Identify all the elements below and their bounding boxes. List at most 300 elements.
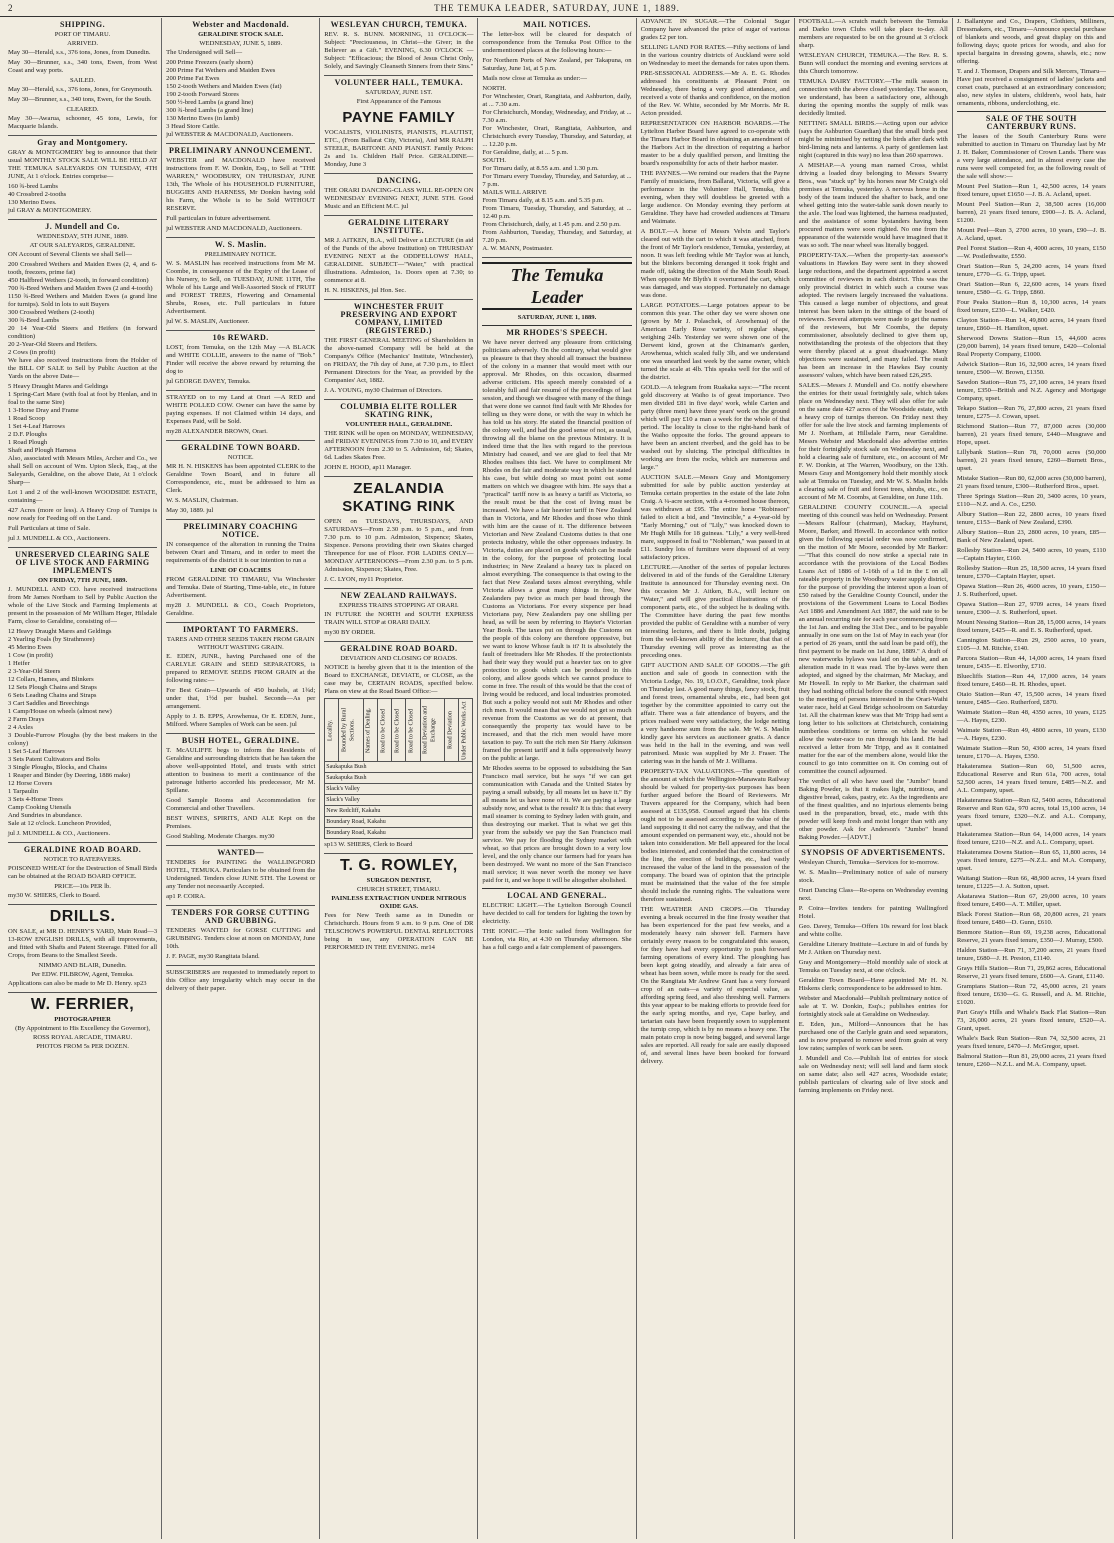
- table-header-row: [325, 699, 473, 762]
- run-sale-entry: Haldon Station—Run 71, 37,200 acres, 21 years fixed tenure, £680—J. H. Preston, £1140.: [956, 947, 1106, 962]
- table-row: [325, 828, 473, 839]
- list-item: 700 ¾-Bred Wethers and Maiden Ewes (2 and 4-tooth): [8, 285, 153, 292]
- advert-body: Applications can also be made to Mr D. Henry. sp23: [8, 980, 147, 987]
- advert-signature: jul WEBSTER AND MACDONALD, Auctioneers.: [166, 225, 302, 232]
- table-row: [325, 784, 473, 795]
- run-sale-entry: Hakateramea Station—Run 62, 5400 acres, Educational Reserve and Run 62a, 970 acres, total 15,100 acres, 14 years fixed tenure, £320—N.Z. and A.L. Company, upset.: [956, 797, 1106, 828]
- advert-body: WEBSTER and MACDONALD have received instructions from F. W. Donkin, Esq., to Sell at "THE WARREN," WOODBURY, ON THURSDAY, JUNE 13th, The Whole of his HOUSEHOLD FURNITURE, BUGGIES AND HARNESS, Mr Donkin having sold his Farm, the Whole is to be Sold WITHOUT RESERVE.: [166, 157, 316, 212]
- run-sale-entry: Peel Forest Station—Run 4, 4000 acres, 10 years, £150—W. Postlethwaite, £550.: [956, 245, 1106, 260]
- advert-signature: Per EDW. FILBROW, Agent, Temuka.: [31, 971, 134, 978]
- list-item: For Christchurch, Monday, Wednesday, and Friday, at ... 7.30 a.m.: [482, 109, 632, 124]
- shipping-entry: May 30—Herald, s.s., 376 tons, Jones, from Dunedin.: [8, 49, 151, 56]
- advert-date: WEDNESDAY, 5TH JUNE, 1889.: [36, 233, 129, 240]
- article-paragraph: The leases of the South Canterbury Runs were submitted to auction in Timaru on Thursday last by Mr J. H. Baker, Commissioner of Crown Lands. There was a very large attendance, and in almost every case the runs were well competed for, as the following result of the sale will show:—: [956, 133, 1106, 180]
- advert-heading: J. Mundell and Co.: [45, 222, 120, 231]
- advert: [166, 626, 315, 734]
- column-5: [637, 18, 795, 1539]
- table-row: [325, 762, 473, 773]
- list-item: 3 Head Store Cattle.: [166, 123, 220, 130]
- subheading: TARES AND OTHER SEEDS TAKEN FROM GRAIN WITHOUT WASTING GRAIN.: [166, 636, 315, 651]
- synopsis-item: E. Eden, jun., Milford—Announces that he has purchased one of the Carlyle grain and seed separators, and is now prepared to remove seed from grain at very low rates; samples of work can be seen.: [798, 1021, 948, 1052]
- list-item: 2 Yearling Foals (by Strathmore): [8, 636, 95, 643]
- run-sale-entry: Part Gray's Hills and Whale's Back Flat Station—Run 73, 26,000 acres, 21 years fixed tenure, £520—A. Grant, upset.: [956, 1009, 1106, 1032]
- table-row: [325, 817, 473, 828]
- advert-body: NOTICE is hereby given that it is the intention of the Board to EXCHANGE, DEVIATE, or CLOSE, as the case may be, CERTAIN ROADS, specified below. Plans on view at the Road Board Office:—: [324, 664, 474, 695]
- advert: [166, 909, 315, 966]
- run-sale-entry: Clayton Station—Run 14, 49,800 acres, 14 years fixed tenure, £860—H. Hamilton, upset.: [956, 317, 1106, 332]
- list-item: From Timaru daily, at 8.15 a.m. and 5.35 p.m.: [482, 197, 604, 204]
- run-sale-entry: Otaio Station—Run 47, 15,500 acres, 14 years fixed tenure, £485—Geo. Rutherford, £870.: [956, 691, 1106, 706]
- run-sale-entry: Balmoral Station—Run 81, 29,000 acres, 21 years fixed tenure, £260—N.Z.L. and M.A. Company, upset.: [956, 1053, 1106, 1068]
- advert: [324, 403, 473, 477]
- advert-signature: H. N. HISKENS, jul Hon. Sec.: [324, 287, 406, 294]
- advert-body: IN FUTURE the NORTH and SOUTH EXPRESS TRAIN WILL STOP at ORARI DAILY.: [324, 611, 474, 626]
- run-sale-entry: Sawdon Station—Run 75, 27,100 acres, 14 years fixed tenure, £350—British and N.Z. Agency and Mortgage Company, upset.: [956, 379, 1106, 402]
- synopsis-item: Webster and Macdonald—Publish preliminary notice of sale at T. W. Donkin, Esq's.; publishes entries for fortnightly stock sale at Geraldine on Wednesday.: [798, 995, 948, 1018]
- table-row: [325, 773, 473, 784]
- advert-body: MR J. AITKEN, B.A., will Deliver a LECTURE (in aid of the Funds of the above Institution) on THURSDAY EVENING NEXT at the ODDFELLOWS' HALL, GERALDINE. SUBJECT—"Water," with practical illustrations. Admission, 1s. Doors open at 7.30; to commence at 8.: [324, 237, 474, 284]
- advert-body: Fees for New Teeth same as in Dunedin or Christchurch. Hours from 9 a.m. to 9 p.m. One of DR TELSCHOW'S POWERFUL DENTAL REFLECTORS being in use, any OPERATION CAN BE PERFORMED IN THE EVENING. mr14: [324, 912, 474, 951]
- subheading: GERALDINE STOCK SALE.: [198, 31, 284, 38]
- list-item: 12 Collars, Hames, and Blinkers: [8, 676, 94, 683]
- advert-heading: DANCING.: [376, 176, 421, 185]
- table-cell: Slack's Valley: [325, 795, 473, 806]
- run-sale-entry: Mistake Station—Run 80, 62,000 acres (30,000 barren), 21 years fixed tenure, £300—Rutherford Bros., upset.: [956, 475, 1106, 490]
- table-cell: Saukapuka Bush: [325, 762, 473, 773]
- table-header: Under Public Works Act: [459, 699, 473, 762]
- subheading: NOTICE.: [227, 454, 254, 461]
- list-item: For Timaru daily, at 8.55 a.m. and 1.30 p.m.: [482, 165, 599, 172]
- subheading: AT OUR SALEYARDS, GERALDINE.: [29, 242, 136, 249]
- run-sale-entry: Benmore Station—Run 69, 19,238 acres, Educational Reserve, 21 years fixed tenure, £350—J. Murray, £500.: [956, 929, 1106, 944]
- run-sale-entry: Waitangi Station—Run 66, 48,900 acres, 14 years fixed tenure, £1225—J. A. Sutton, upset.: [956, 875, 1106, 890]
- advert-body: REV. R. S. BUNN. MORNING, 11 O'CLOCK—Subject: "Preciousness, in Christ—the Giver; in the Believer as a Gift." EVENING, 6.30 O'CLOCK — Subject: "Efficacious; the Blood of Jesus Christ Only, Solely, and Savingly Cleanseth Sinners from their Sins.": [324, 31, 474, 70]
- article-heading: LOCAL AND GENERAL.: [507, 891, 607, 900]
- run-sale-entry: Orari Station—Run 5, 24,200 acres, 14 years fixed tenure, £770—G. G. Tripp, upset.: [956, 263, 1106, 278]
- advert-body: IN consequence of the alteration in running the Trains between Orari and Timaru, and in order to meet the requirements of the district it is our intention to run a: [166, 541, 316, 564]
- list-item: 3 Cart Saddles and Breechings: [8, 700, 89, 707]
- run-sale-entry: Whale's Back Run Station—Run 74, 32,500 acres, 21 years fixed tenure, £470—J. McGregor, upset.: [956, 1035, 1106, 1050]
- news-item: THE WEATHER AND CROPS.—On Thursday evening a break occurred in the fine frosty weather that has been experienced for the past few weeks, and a moderately heavy rain shower fell. Farmers have certainly every reason to be congratulated this season, for they have had every opportunity to push forward farming operations of every kind. The ploughing has been kept going steadily, and already a fair area of wheat has been sown, while more is ready for the seed. On the Rangitata Mr Andrew Grant has a very forward crop of an oats—a variety of especial value, as affording spring feed, and also threshing well. Farmers this year appear to be making efforts to provide feed for the early spring months, and rye, Cape barley, and tartarian oats have been frequently sown to supplement the turnip crop, which is by no means a heavy one. The main potato crop is now being bagged, and several large sales are reported. All ready for sale are easily disposed of, and several lines have been booked for forward delivery.: [640, 906, 790, 1065]
- page-header: [0, 0, 1114, 17]
- run-sale-entry: Mount Peel Station—Run 2, 38,500 acres (16,000 barren), 21 years fixed tenure, £900—J. B. A. Acland, £1200.: [956, 201, 1106, 224]
- list-item: 300 ¾-bred Lambs (a grand line): [166, 107, 254, 114]
- advert-heading: PRELIMINARY ANNOUNCEMENT.: [169, 146, 313, 155]
- table-cell: Slack's Valley: [325, 784, 473, 795]
- subheading: SAILED.: [70, 77, 96, 84]
- advert-heading: VOLUNTEER HALL, TEMUKA.: [334, 78, 464, 87]
- list-item: 190 2-tooth Forward Stores: [166, 91, 239, 98]
- column-3: [320, 18, 478, 1539]
- run-sale-entry: Opawa Station—Run 26, 4600 acres, 10 years, £150—J. S. Rutherford, upset.: [956, 583, 1106, 598]
- advert-signature: ap1 P. COIRA.: [166, 893, 206, 900]
- subheading: DEVIATION AND CLOSING OF ROADS.: [340, 655, 458, 662]
- advert-body: TENDERS for PAINTING the WALLINGFORD HOTEL, TEMUKA. Particulars to be obtained from the Undersigned. Tenders close JUNE 5TH. The Lowest or any Tender not necessarily Accepted.: [166, 859, 316, 890]
- advert-heading: GERALDINE TOWN BOARD.: [181, 443, 301, 452]
- list-item: 2 Farm Drays: [8, 716, 45, 723]
- table-cell: Boundary Road, Kakahu: [325, 828, 473, 839]
- mail-notices: [482, 21, 631, 258]
- list-item: 12 Sets Plough Chains and Straps: [8, 684, 97, 691]
- advert-body: THE RINK will be open on MONDAY, WEDNESDAY, and FRIDAY EVENINGS from 7.30 to 10, and EVERY AFTERNOON from 2.30 to 5. Admission, 6d; Skates, 6d. Ladies Skates Free.: [324, 430, 474, 461]
- road-deviation-table: [324, 698, 473, 839]
- advert-heading: W. FERRIER,: [30, 996, 135, 1013]
- list-item: 1 Spring-Cart Mare (with foal at foot by Henlan, and in foal to the same Sire): [8, 391, 158, 406]
- advert: [324, 177, 473, 216]
- advert-body: SUBSCRIBERS are requested to immediately report to this Office any irregularity which may occur in the delivery of their paper.: [166, 969, 316, 992]
- news-item: THE PAYNES.—We remind our readers that the Payne Family of musicians, from Ballarat, Victoria, will give a performance in the Volunteer Hall, Temuka, this evening, when they will doubtless be greeted with a large audience. On Monday evening they perform at Geraldine. They have had crowded audiences at Timaru and Waimate.: [640, 170, 790, 225]
- run-sale-entry: Waimate Station—Run 49, 4800 acres, 10 years, £130—A. Hayes, £230.: [956, 727, 1106, 742]
- run-sale-entry: Bluecliffs Station—Run 44, 17,000 acres, 14 years fixed tenure, £460—R. H. Rhodes, upset.: [956, 673, 1106, 688]
- advert-heading: TENDERS FOR GORSE CUTTING AND GRUBBING.: [171, 908, 310, 925]
- news-item: ELECTRIC LIGHT.—The Lyttelton Borough Council have decided to call for tenders for lighting the town by electricity.: [482, 902, 632, 925]
- advert-signature: my30 BY ORDER.: [324, 629, 376, 636]
- advert: [8, 908, 157, 993]
- synopsis-item: Orari Dancing Class—Re-opens on Wednesday evening next.: [798, 887, 948, 902]
- list-item: 2 4 Axles: [8, 724, 33, 731]
- advert-heading: Webster and Macdonald.: [192, 20, 290, 29]
- list-item: 2 Cows (in profit): [8, 349, 56, 356]
- advert-body: VOCALISTS, VIOLINISTS, PIANISTS, FLAUTIST, ETC., (From Ballarat City, Victoria), And MR RALPH STEELE, BARITONE AND PIANIST. Family Prices: 2s and 1s. Children Half Price. GERALDINE—Monday, June 3: [324, 129, 474, 168]
- advert-body: 427 Acres (more or less). A Heavy Crop of Turnips is now ready for Feeding off on the Land.: [8, 507, 158, 522]
- advert: [166, 523, 315, 623]
- shipping-section: [8, 21, 157, 136]
- news-item: GERALDINE COUNTY COUNCIL.—A special meeting of this council was held on Wednesday. Present—Messrs Ralfour (chairman), Mackay, Hayhurst, Moore, Barker, and Howell. In accordance with notice given the following special order was now confirmed, on the motion of Mr Moore, seconded by Mr Barker:—"That this council do now strike a special rate in accordance with the provisions of the Local Bodies Loans Act of 1886 of 1-16th of a 1d in the £ on all rateable property in the Woodbury water supply district, for the purpose of providing the interest upon a loan of £50 raised by the Geraldine County Council, under the provisions of the Government Loans to Local Bodies Act 1886 and Amendment Act 1887, the said rate to be an annual recurring rate for each year commencing from the 1st Jan. and ending the 31st Dec., and to be payable annually in one sum on the 1st of May in each year (for a period of 26 years, until the said loan be paid off), the first payment to be made on 1st June, 1889." A draft of new waterworks bylaws was laid on the table, and an alteration made in it was read. The by-laws were then adopted, and signed by the chairman, Mr Mackay, and Mr Howell. In reply to Mr Barker, the chairman said they had nothing official before the council with respect to the meeting of persons interested in the Orari-Waihi water race, held at Geal Bridge schoolroom on Saturday 1st. All the chairman knew was that Mr Tripp had sent a long letter to his solicitors at Christchurch, containing numberless conditions or terms on which he would allow the water-race to run through his land. He had received a letter from Mr Tripp, and as it contained matter for the ear of the members alone, would like the council to go into committee on it. On coming out of committee the council adjourned.: [798, 504, 948, 775]
- advert-body: Full Particulars at time of Sale.: [8, 525, 91, 532]
- advert-body: STRAYED on to my Land at Orari —A RED and WHITE POLLED COW. Owner can have the same by paying expenses. If not Claimed within 14 days, and Expenses Paid, will be Sold.: [166, 394, 316, 425]
- list-item: From Christchurch, daily, at 1.45 p.m. and 2.50 p.m.: [482, 221, 621, 228]
- list-item: 6 Sets Leading Chains and Straps: [8, 692, 97, 699]
- table-cell: New Redcliff, Kakahu: [325, 806, 473, 817]
- list-item: 12 Horse Covers: [8, 780, 53, 787]
- advert-signature: jul J. MUNDELL & CO., Auctioneers.: [8, 830, 111, 837]
- subheading: PHOTOGRAPHER: [54, 1016, 111, 1023]
- advert-body: Good Stabling. Moderate Charges. my30: [166, 833, 275, 840]
- list-item: 1 Camp/House on wheels (almost new): [8, 708, 112, 715]
- list-item: 2 D.F. Ploughs: [8, 431, 48, 438]
- list-item: 1 Reaper and Binder (by Deering, 1886 make): [8, 772, 131, 779]
- divider: [482, 888, 631, 889]
- advert: [166, 737, 315, 846]
- list-item: 1 Set 4-Leaf Harrows: [8, 423, 65, 430]
- list-item: 3 Single Ploughs, Blocks, and Chains: [8, 764, 108, 771]
- run-sale-entry: Albury Station—Run 22, 2800 acres, 10 years fixed tenure, £153—Bank of New Zealand, £390.: [956, 511, 1106, 526]
- advert-signature: NIMMO AND BLAIR, Dunedin.: [38, 962, 127, 969]
- run-sale-entry: Lillybank Station—Run 78, 70,000 acres (50,000 barren), 21 years fixed tenure, £260—Burnett Bros., upset.: [956, 449, 1106, 472]
- synopsis-item: T. and J. Thomson, Drapers and Silk Mercers, Timaru—Have just received a consignment of ladies' jackets and corset coats, purchased at an extraordinary concession; also, new styles in ulsters, children's, wool hats, hair ornaments, ribbons, underclothing, etc.: [956, 68, 1106, 107]
- run-sale-entry: Three Springs Station—Run 20, 3400 acres, 10 years, £110—N.Z. and A. Co., £250.: [956, 493, 1106, 508]
- list-item: 3 Double-Furrow Ploughs (by the best makers in the colony): [8, 732, 158, 747]
- advert: [8, 846, 157, 905]
- news-item: THE IONIC.—The Ionic sailed from Wellington for London, via Rio, at 4.30 on Thursday afternoon. She has a full cargo and a fair complement of passengers.: [482, 928, 632, 951]
- run-sale-entry: Parcora Station—Run 44, 14,000 acres, 14 years fixed tenure, £435—E. Elworthy, £710.: [956, 655, 1106, 670]
- list-item: 1 Cow (in profit): [8, 652, 53, 659]
- section-heading: SHIPPING.: [59, 20, 106, 29]
- advert-body: We have also received instructions from the Holder of the BILL OF SALE to Sell by Public Auction at the Yards on the above Date—: [8, 357, 158, 380]
- advert-body: First Appearance of the Famous: [356, 98, 441, 105]
- columns: [4, 18, 1110, 1539]
- advert-heading: DRILLS.: [49, 908, 116, 925]
- run-sale-entry: Four Peaks Station—Run 8, 10,300 acres, 14 years fixed tenure, £230—L. Walker, £420.: [956, 299, 1106, 314]
- advert-heading: WESLEYAN CHURCH, TEMUKA.: [330, 20, 468, 29]
- table-cell: Boundary Road, Kakahu: [325, 817, 473, 828]
- advert: [324, 219, 473, 300]
- advert: [324, 857, 473, 952]
- advert-heading: 10s REWARD.: [212, 333, 269, 342]
- list-item: 1 3-Horse Dray and Frame: [8, 407, 79, 414]
- notice-body: Mails now close at Temuka as under:—: [482, 75, 587, 82]
- list-item: 3 Sets 4-Horse Trees: [8, 796, 63, 803]
- run-sale-entry: Waimate Station—Run 48, 4350 acres, 10 years, £125—A. Hayes, £230.: [956, 709, 1106, 724]
- table-header: Locality.: [325, 699, 339, 762]
- advert-body: MR H. N. HISKENS has been appointed CLERK to the Geraldine Town Board, and in future all Correspondence, etc., must be addressed to him as Clerk.: [166, 463, 316, 494]
- list-item: 130 Merino Ewes.: [8, 199, 57, 206]
- advert-body: OPEN on TUESDAYS, THURSDAYS, AND SATURDAYS—From 2.30 p.m. to 5 p.m., and from 7.30 p.m. to 10 p.m. Admission, Sixpence; Skates, Sixpence. Persons providing their own Skates charged Threepence for use of Floor. FOR LADIES ONLY— MONDAY AFTERNOONS—From 2.30 p.m. to 5 p.m. Admission, Sixpence; Skates, Free.: [324, 518, 474, 573]
- column-6: [795, 18, 953, 1539]
- subheading: ARRIVED.: [67, 40, 99, 47]
- shipping-entry: May 30—Brunner, s.s., 340 tons, Ewen, for the South.: [8, 96, 152, 103]
- notice-body: The letter-box will be cleared for despatch of correspondence from the Temuka Post Office to the undermentioned places at the following hours:—: [482, 31, 632, 54]
- run-sale-entry: Rollesby Station—Run 25, 18,500 acres, 14 years fixed tenure, £370—Captain Hayter, upset.: [956, 565, 1106, 580]
- synopsis-item: J. Mundell and Co.—Publish list of entries for stock sale on Wednesday next; will sell land and farm stock on same date; also sell 427 acres, Woodside estate; publish particulars of clearing sale of live stock and farming implements on Friday next.: [798, 1055, 948, 1094]
- synopsis-item: Geraldine Town Board—Have appointed Mr H. N. Hiskens clerk; correspondence to be addressed to him.: [798, 977, 948, 992]
- advert-signature: jul WEBSTER & MACDONALD, Auctioneers.: [166, 131, 294, 138]
- advert: [166, 241, 315, 331]
- news-item: A BOLT.—A horse of Messrs Velvin and Taylor's cleared out with the cart to which it was attached, from the front of Mr Taylor's residence, Temuka, yesterday, at noon. It was left feeding while Mr Taylor was at lunch, but the blinkers becoming deranged it took fright and made off, taking the direction of the Main South Road. When opposite Mr Blyth's it overturned the cart, which was damaged, and was stopped. Fortunately no damage was done.: [640, 228, 790, 299]
- advert-body: CHURCH STREET, TIMARU.: [357, 886, 441, 893]
- advert: [166, 147, 315, 238]
- advert: [324, 79, 473, 174]
- shipping-entry: May 30—Awarua, schooner, 45 tons, Lewis, for Macquarie Islands.: [8, 115, 158, 130]
- news-item: PROPERTY-TAX VALUATIONS.—The question of the amount at which the Wellington-Manawatu Railway should be valued for property-tax purposes has been further argued before the Board of Reviewers. Mr Travers appeared for the Company, which had been assessed at £135,958. Counsel argued that his clients ought not to be assessed according to the value of the land supposing it did not carry the railway, and that the amount expended on permanent way, etc., should not be taken into consideration. Mr Bell appeared for the local bodies interested, and contended that the construction of the line, the erection of buildings, etc., had vastly increased the value of the land in the possession of the company. The board was of opinion that the principle must be maintained that the value of the fee simple should include the running rights. The valuations were therefore sustained.: [640, 768, 790, 903]
- advert-heading: BUSH HOTEL, GERALDINE.: [181, 736, 300, 745]
- section-heading: SYNOPSIS OF ADVERTISEMENTS.: [801, 848, 946, 857]
- list-item: 300 ¾-Bred Lambs: [8, 317, 60, 324]
- advert-heading: ZEALANDIA SKATING RINK: [342, 480, 456, 515]
- advert-heading: WINCHESTER FRUIT PRESERVING AND EXPORT COMPANY, LIMITED (REGISTERED.): [340, 302, 458, 335]
- advert-body: T. McAULIFFE begs to inform the Residents of Geraldine and surrounding districts that he has taken the above well-appointed Hotel, and trusts with strict attention to business to merit a continuance of the patronage hitherto accorded his predecessor, Mr M. Spillane.: [166, 747, 316, 794]
- list-item: 20 14 Year-Old Steers and Heifers (in forward condition): [8, 325, 158, 340]
- table-cell: Saukapuka Bush: [325, 773, 473, 784]
- list-item: 300 Crossbred Wethers (2-tooth): [8, 309, 95, 316]
- advert: [324, 645, 473, 854]
- article-paragraph: We have never derived any pleasure from criticising politicians adversely. On the contrary, what would give us pleasure is that they should all transact the business of the colony in a manner that would meet with our approval. Mr Rhodes, on this occasion, disarmed adverse criticism. His speech merely consisted of a tolerably full and fair resumé of the proceedings of last session, and though we disagree with many of the things that were done we cannot find fault with Mr Rhodes for telling us they were done, or with the way in which he has told us his story. He stated the financial position of the colony well, and had the good sense of not, as usual, throwing all the blame on the previous Ministry. It is indeed time that the lies with regard to the previous Ministry had ceased, and we are glad to feel that Mr Rhodes realises this fact. We have to compliment Mr Rhodes on the fair and moderate way in which he stated his case, but while doing so must point out some matters on which we disagree with him. He says that a "practical" tariff now is as heavy a tariff as Victoria, so the result must be that the cost of living must be increased. We have a fair heavier tariff in New Zealand than in Victoria, and Mr Rhodes and those who think with him are the cause of it. The difference between Victorian and New Zealand Customs duties is that one protects industry, while the other oppresses industry. In Victoria, duties are placed on goods which can be made in the colony, for the purpose of protecting local industries; in New Zealand a heavy tax is placed on almost everything. The consequence is that owing to the fact that New Zealand taxes almost everything, while Victoria allows a great many things in free, New Zealanders pay twice as much per head through the Customs as Victorians. For every sixpence per head Victorians pay, New Zealanders pay one shilling per head, as will be seen by referring to Hayter's Victorian Year Book. The taxes put on through the Customs on the people of this colony are therefore oppressive, but we want to know Whose fault is it? It is absolutely the fault of freetraders like Mr Rhodes. If the protectionists had their way they would put a heavier tax on to give protection to goods which can be produced in this colony, and allow goods which we cannot produce to come in free. The result of this would be that the cost of living would be reduced, and local industries promoted. But such a policy would not suit Mr Rhodes and other rich men. It would mean that we would not get so much revenue from the Customs as we do at present, that consequently the property tax would have to be increased, and that the rich men would have more taxation to pay. To suit the rich men Sir Harry Atkinson framed the present tariff and it falls oppressively heavy on the public at large.: [482, 339, 632, 762]
- shipping-entry: May 30—Herald, s.s., 376 tons, Jones, for Greymouth.: [8, 86, 153, 93]
- list-item: SOUTH.: [482, 157, 507, 164]
- list-item: 1 Road Plough: [8, 439, 48, 446]
- advert-heading: PAYNE FAMILY: [342, 109, 456, 126]
- newspaper-nameplate: The Temuka Leader: [482, 262, 631, 310]
- run-sale-entry: Hakateramea Station—Run 64, 14,000 acres, 14 years fixed tenure, £210—N.Z. and A.L. Company, upset.: [956, 831, 1106, 846]
- advert-heading: GERALDINE ROAD BOARD.: [23, 845, 142, 854]
- run-sale-entry: Cannington Station—Run 29, 2500 acres, 10 years, £105—J. M. Ritchie, £140.: [956, 637, 1106, 652]
- advert-body: BEST WINES, SPIRITS, AND ALE Kept on the Premises.: [166, 815, 316, 830]
- advert-body: TENDERS WANTED for GORSE CUTTING and GRUBBING. Tenders close at noon on MONDAY, June 10th.: [166, 927, 316, 950]
- synopsis-item: Geo. Davey, Temuka—Offers 10s reward for lost black and white collie.: [798, 923, 948, 938]
- list-item: 40 Crossbred 2-tooths: [8, 191, 67, 198]
- list-item: From Timaru, Tuesday, Thursday, and Saturday, at ... 12.40 p.m.: [482, 205, 632, 220]
- advert-body: POISONED WHEAT for the Destruction of Small Birds can be obtained at the ROAD BOARD OFFICE.: [8, 865, 158, 880]
- synopsis-item: Geraldine Literary Institute—Lecture in aid of funds by Mr J. Aitken on Thursday next.: [798, 941, 948, 956]
- advert-heading: W. S. Maslin.: [214, 240, 267, 249]
- column-4: [478, 18, 636, 1539]
- issue-date: SATURDAY, JUNE 1, 1889.: [517, 314, 597, 321]
- article-heading: MR RHODES'S SPEECH.: [506, 328, 608, 337]
- advert-date: WEDNESDAY, JUNE 5, 1889.: [199, 40, 283, 47]
- list-item: 160 ¾-bred Lambs: [8, 183, 58, 190]
- advert-body: E. EDEN, JUNR., having Purchased one of the CARLYLE GRAIN and SEED SEPARATORS, is prepared to REMOVE SEEDS FROM GRAIN at the following rates:—: [166, 653, 316, 684]
- list-item: NORTH.: [482, 85, 507, 92]
- news-item: NETTING SMALL BIRDS.—Acting upon our advice (says the Ashburton Guardian) that the small birds pest might be minimised by netting the birds after dark with bird-liming nets and lanterns. A party of gentlemen last night (captured in this way) no less than 260 sparrows.: [798, 120, 948, 159]
- list-item: Shaft and Plough Harness: [8, 447, 77, 454]
- advert-body: THE ORARI DANCING-CLASS WILL RE-OPEN ON WEDNESDAY EVENING NEXT, JUNE 5TH. Good Music and an Efficient M.C. jul: [324, 187, 474, 210]
- divider: [957, 111, 1106, 112]
- advert-heading: WANTED—: [217, 848, 265, 857]
- list-item: 1 Tarpaulin: [8, 788, 38, 795]
- advert-signature: J. F. PAGE, my30 Rangitata Island.: [166, 953, 260, 960]
- table-header: Names of Dealing.: [363, 699, 377, 762]
- advert-heading: PRELIMINARY COACHING NOTICE.: [183, 522, 298, 539]
- news-item: SELLING LAND FOR RATES.—Fifty sections of land in the various country districts of Auckland were sold on Wednesday to meet the demands for rates upon them.: [640, 44, 790, 67]
- news-item: PRE-SESSIONAL ADDRESS.—Mr A. E. G. Rhodes addressed his constituents at Pleasant Point on Wednesday, there being a very good attendance, and received a vote of thanks and confidence, on the motion of the Rev. W. White, seconded by Mr Morris. Mr R. Acton presided.: [640, 70, 790, 117]
- advert-heading: GERALDINE ROAD BOARD.: [340, 644, 458, 653]
- advert-body: Full particulars in future advertisement.: [166, 215, 271, 222]
- run-sale-entry: Rollesby Station—Run 24, 5400 acres, 10 years, £110—Captain Hayter, £160.: [956, 547, 1106, 562]
- synopsis-item: P. Coira—Invites tenders for painting Wallingford Hotel.: [798, 905, 948, 920]
- advert-signature: sp13 W. SHIERS, Clerk to Board: [324, 841, 413, 848]
- advert-date: SATURDAY, JUNE 1ST.: [365, 89, 433, 96]
- run-sale-entry: Orari Station—Run 6, 22,600 acres, 14 years fixed tenure, £580—G. G. Tripp, £860.: [956, 281, 1106, 296]
- advert-body: GRAY & MONTGOMERY beg to announce that their usual MONTHLY STOCK SALE WILL BE HELD AT THE TEMUKA SALEYARDS ON TUESDAY, 4TH JUNE, At 1 o'clock. Entries comprise—: [8, 149, 158, 180]
- divider: [482, 325, 631, 326]
- advert-signature: jul J. MUNDELL & CO., Auctioneers.: [8, 535, 111, 542]
- subheading: VOLUNTEER HALL, GERALDINE.: [345, 421, 453, 428]
- run-sale-entry: Opawa Station—Run 27, 9709 acres, 14 years fixed tenure, £300—J. S. Rutherford, upset.: [956, 601, 1106, 616]
- news-item: FOOTBALL.—A scratch match between the Temuka and Darko town Clubs will take place to-day. All members are requested to be on the ground at 3 o'clock sharp.: [798, 18, 948, 49]
- subheading: LINE OF COACHES: [210, 567, 272, 574]
- list-item: For Winchester, Orari, Rangitata, Ashburton, and Christchurch every Tuesday, Thursday, and Saturday, at ... 12.20 p.m.: [482, 125, 632, 148]
- advert-signature: W. S. MASLIN, Chairman.: [166, 497, 239, 504]
- run-sale-entry: Albury Station—Run 23, 2800 acres, 10 years, £85—Bank of New Zealand, upset.: [956, 529, 1106, 544]
- run-sale-entry: Grays Hills Station—Run 71, 29,862 acres, Educational Reserve, 21 years fixed tenure, £600—A. Grant, £1140.: [956, 965, 1106, 980]
- notice-signature: A. W. MANN, Postmaster.: [482, 245, 553, 252]
- advert: [8, 996, 157, 1051]
- advert-signature: JOHN E. HOOD, ap11 Manager.: [324, 464, 412, 471]
- article-heading: SALE OF THE SOUTH CANTERBURY RUNS.: [985, 114, 1077, 131]
- list-item: 1 Road Scoop: [8, 415, 45, 422]
- run-sale-entry: Richmond Station—Run 77, 87,000 acres (30,000 barren), 21 years fixed tenure, £440—Musgrave and Hope, upset.: [956, 423, 1106, 446]
- column-7: [953, 18, 1110, 1539]
- run-sale-entry: Mount Peel—Run 3, 2700 acres, 10 years, £90—J. B. A. Acland, upset.: [956, 227, 1106, 242]
- advert-signature: jul W. S. MASLIN, Auctioneer.: [166, 318, 250, 325]
- list-item: From Ashburton, Tuesday, Thursday, and Saturday, at 7.20 p.m.: [482, 229, 632, 244]
- run-sale-entry: Adwick Station—Run 16, 32,900 acres, 14 years fixed tenure, £500—W. Brown, £1350.: [956, 361, 1106, 376]
- advert-body: ON SALE, at MR D. HENRY'S YARD, Main Road—3 13-ROW ENGLISH DRILLS, with all improvements, and fitted with Shafts and Patent Steerage. Fitted for all Crops, from Beans to the Smallest Seeds.: [8, 928, 158, 959]
- advert: [8, 551, 157, 843]
- subheading: CLEARED.: [66, 106, 99, 113]
- advert-body: J. MUNDELL AND CO. have received instructions from Mr James Northam to Sell by Public Auction the whole of the Live Stock and Farming Implements at present in the possession of Mr William Heger, Hilsdale Farm, close to Geraldine, consisting of—: [8, 586, 158, 625]
- advert-body: PAINLESS EXTRACTION UNDER NITROUS OXIDE GAS.: [331, 895, 467, 910]
- list-item: 150 2-tooth Wethers and Maiden Ewes (fat): [166, 83, 282, 90]
- advert-body: Good Sample Rooms and Accommodation for Commercial and other Travellers.: [166, 797, 316, 812]
- table-header: Road Deviation: [445, 699, 459, 762]
- advert-body: PRICE—10s PER lb.: [54, 883, 111, 890]
- subheading: EXPRESS TRAINS STOPPING AT ORARI.: [339, 602, 459, 609]
- table-header: Road to be Closed: [378, 699, 392, 762]
- advert-date: May 30, 1889. jul: [166, 507, 214, 514]
- advert: [324, 480, 473, 589]
- advert-body: ON Account of Several Clients we shall Sell—: [8, 251, 132, 258]
- list-item: MAILS WILL ARRIVE: [482, 189, 547, 196]
- advert-body: Lot 1 and 2 of the well-known WOODSIDE ESTATE, containing—: [8, 489, 158, 504]
- list-item: For Geraldine, daily, at ... 5 p.m.: [482, 149, 569, 156]
- advert-heading: T. G. ROWLEY,: [340, 857, 458, 874]
- advert-signature: Apply to J. B. EPPS, Arowhenua, Or E. EDEN, Junr., Milford. Where Samples of Work can be seen. jul: [166, 713, 316, 728]
- list-item: 3 Sets Patent Cultivators and Bolts: [8, 756, 100, 763]
- advert-signature: J. C. LYON, my11 Proprietor.: [324, 576, 404, 583]
- run-sale-entry: Black Forest Station—Run 68, 20,800 acres, 21 years fixed tenure, £480—D. Gunn, £610.: [956, 911, 1106, 926]
- advert-heading: GERALDINE LITERARY INSTITUTE.: [348, 218, 450, 235]
- list-item: 12 Heavy Draught Mares and Geldings: [8, 628, 112, 635]
- table-row: [325, 806, 473, 817]
- list-item: 1 Set 5-Leaf Harrows: [8, 748, 65, 755]
- advert: [166, 849, 315, 906]
- table-header: Road Deviation and Exchange: [420, 699, 444, 762]
- list-item: 200 Prime Fat Ewes: [166, 75, 220, 82]
- synopsis-item: J. Ballantyne and Co., Drapers, Clothiers, Milliners, Dressmakers, etc., Timaru—Announce special purchase of blankets and woods, and great display on this and following days; quote prices for woods, and also for special bargains in dressing gowns, shawls, etc.; now offering.: [956, 18, 1106, 65]
- column-1: [4, 18, 162, 1539]
- advert-body: For Best Grain—Upwards of 450 bushels, at 1¾d; under that, 1½d per bushel. Seconds—As per arrangement.: [166, 687, 316, 710]
- advert: [166, 21, 315, 144]
- list-item: 5 Heavy Draught Mares and Geldings: [8, 383, 109, 390]
- advert-heading: Gray and Montgomery.: [37, 138, 128, 147]
- advert: [324, 21, 473, 76]
- advert: [324, 592, 473, 642]
- list-item: 1150 ¾-Bred Wethers and Maiden Ewes (a grand line for turnips). Sold in lots to suit Buyers: [8, 293, 158, 308]
- advert-body: FROM GERALDINE TO TIMARU, Via Winchester and Temuka. Date of Starting, Time-table, etc., in future Advertisement.: [166, 576, 316, 599]
- advert-body: Also, associated with Messrs Miles, Archer and Co., we shall Sell on account of Wm. Upton Sleck, Esq., at the Saleyards, Geraldine, on the above Date, At 1 o'clock Sharp—: [8, 455, 158, 486]
- shipping-entry: May 30—Brunner, s.s., 340 tons, Ewen, from West Coast and way ports.: [8, 59, 158, 74]
- advert-body: LOST, from Temuka, on the 12th May —A BLACK and WHITE COLLIE, answers to the name of "Bob." Finder will receive the above reward by returning the dog to: [166, 344, 316, 375]
- news-item: PROPERTY-TAX.—When the property-tax assessor's valuations in Hawkes Bay were sent in they showed large reductions, and the department appointed a secret committee of reviewers in each district. This was the only provincial district in which such a course was adopted. The revisers largely increased the valuations. This caused a large number of objections, and great interest has been taken in the sittings of the board of reviewers. Several attempts were made to get the names of the reviewers, but Mr Coombs, the deputy commissioner, absolutely declined to give them up, notwithstanding the protests of the objectors that they were thereby placed at a great disadvantage. Many objections were sustained, and many failed. The result has been an increase in the Hawkes Bay county assessors' values, which have been raised £26,295.: [798, 252, 948, 379]
- advert: [8, 223, 157, 548]
- advert-signature: jul GEORGE DAVEY, Temuka.: [166, 378, 251, 385]
- subheading: SURGEON DENTIST,: [366, 877, 432, 884]
- news-item: REPRESENTATION ON HARBOR BOARDS.—The Lyttelton Harbor Board have agreed to co-operate with the Timaru Harbor Board in obtaining an amendment of the Harbors Act in the direction of requiring a harbor master to be a duly qualified person, and limiting the board's responsibility for acts of their harbor master.: [640, 120, 790, 167]
- list-item: 200 Crossbred Wethers and Maiden Ewes (2, 4, and 6-tooth, freezers, prime fat): [8, 261, 158, 276]
- list-item: 200 Prime Freezers (early shorn): [166, 59, 253, 66]
- advert-body: Sale at 12 o'clock. Luncheon Provided,: [8, 820, 112, 827]
- news-item: A MISHAP.—A young man named Cross, whilst driving a loaded dray belonging to Messrs Swarry Bros., was "stuck up" by his horses near Mr Craig's old premises at Temuka, yesterday. A nervous horse in the body of the team induced the shafter to back, and one wheel getting into the water-table sank down nearly to the axle. The load was lightened, the harness readjusted, and the assistance of some bystanders having been procured matters were soon righted. No one from the appearance of the waterside would have imagined that it was so soft. The near wheel was literally bogged.: [798, 162, 948, 249]
- run-sale-entry: Tekapo Station—Run 76, 27,800 acres, 21 years fixed tenure, £275—J. Cowan, upset.: [956, 405, 1106, 420]
- run-sale-entry: Hakateramea Downs Station—Run 65, 11,800 acres, 14 years fixed tenure, £275—N.Z.L. and M.A. Company, upset.: [956, 849, 1106, 872]
- advert: [166, 334, 315, 391]
- list-item: 1 Heifer: [8, 660, 30, 667]
- news-item: GIFT AUCTION AND SALE OF GOODS.—The gift auction and sale of goods in connection with the Victoria Lodge, No. 19, I.O.O.F., Geraldine, took place on Thursday last. A good many things, fancy stock, fruit and forest trees, ornamental shrubs, etc., had been got together by the committee appointed to carry out the affair. There was a fair attendance of buyers, and the prices realised were very satisfactory, the lodge netting a very handsome sum from the sale. Mr W. S. Maslin kindly gave his services as auctioneer gratis. A dance was held in the hall in the evening, and was well patronised. Music was supplied by Mr J. Fraser. The catering was in the hands of Mr J. Williams.: [640, 662, 790, 765]
- news-item: ADVANCE IN SUGAR.—The Colonial Sugar Company have advanced the price of sugar of various grades £2 per ton.: [640, 18, 790, 41]
- list-item: 450 Halfbred Wethers (2-tooth, in forward condition): [8, 277, 149, 284]
- news-item: AUCTION SALE.—Messrs Gray and Montgomery submitted for sale by public auction yesterday at Temuka certain properties in the estate of the late John Craig. A ¼-acre section, with a 4-roomed house thereon, was withdrawn at £95. The entire horse "Robinson" failed to elicit a bid, and "Invincible," a 4-year-old by "Early Morning," out of "Lily," was knocked down to Mr Hugh Mills for 18 guineas. "Lily," a very well-bred mare, supposed in foal to "Nobleman," was passed in at £11. Sundry lots of furniture were disposed of at very satisfactory prices.: [640, 474, 790, 561]
- advert-heading: NEW ZEALAND RAILWAYS.: [340, 591, 457, 600]
- advert-signature: my28 ALEXANDER BROWN, Orari.: [166, 428, 268, 435]
- advert: [8, 139, 157, 220]
- news-item: The verdict of all who have used the "Jumbo" brand Baking Powder, is that it makes light, nutritious, and digestive bread, cakes, pastry, etc. As the ingredients are of the finest qualities, and no injurious elements being used in the preparation, bread, etc., made with this powder will keep fresh and moist longer than with any other powder. Ask for Anderson's "Jumbo" brand Baking Powder.—[ADVT.]: [798, 778, 948, 841]
- article-paragraph: Mr Rhodes seems to be opposed to subsidising the San Francisco mail service, but he says "if we can get communication with Canada and the United States by paying a small subsidy, by all means let us have it." By all means let us have none of it. We are paying a large subsidy now, and what is the result? It is this: that every mail steamer is coming to Sydney laden with grain, and thus destroying our market. That is what we get this year from the subsidy we pay the San Francisco mail service. We pay for flooding the Sydney market with wheat, so that prices are brought down to a very low level, and the only chance our farmers had for years has been destroyed. We want no more of the San Francisco mail service; it was never worth the money we have paid for it, and we hope it will be altogether abolished.: [482, 765, 632, 884]
- list-item: 2 3-Year-Old Steers: [8, 668, 61, 675]
- advert-date: ON FRIDAY, 7TH JUNE, 1889.: [38, 577, 128, 584]
- page-number: 2: [8, 3, 14, 13]
- notice-body: For Northern Ports of New Zealand, per Takapuna, on Saturday, June 1st, at 5 p.m.: [482, 57, 632, 72]
